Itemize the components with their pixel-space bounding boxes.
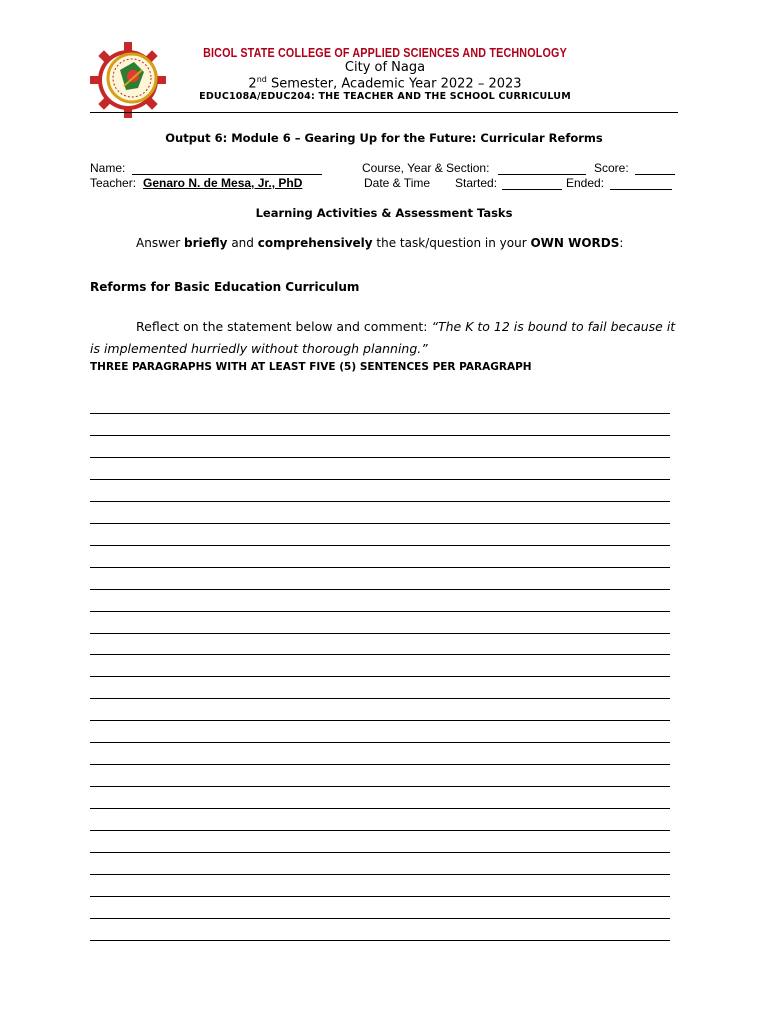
score-field[interactable] (635, 174, 675, 175)
course-year-section-label: Course, Year & Section: (362, 161, 490, 175)
writing-line[interactable] (90, 830, 670, 831)
writing-line[interactable] (90, 633, 670, 634)
school-name: BICOL STATE COLLEGE OF APPLIED SCIENCES AND TECHNOLOGY (203, 46, 567, 60)
date-time-label: Date & Time (364, 176, 431, 190)
name-label: Name: (90, 161, 126, 175)
paragraph-requirement: THREE PARAGRAPHS WITH AT LEAST FIVE (5) SENTENCES PER PARAGRAPH (90, 361, 532, 373)
name-field[interactable] (132, 174, 322, 175)
output-title: Output 6: Module 6 – Gearing Up for the Future: Curricular Reforms (165, 131, 603, 145)
writing-line[interactable] (90, 654, 670, 655)
header-divider (90, 112, 678, 113)
writing-line[interactable] (90, 742, 670, 743)
writing-line[interactable] (90, 852, 670, 853)
writing-line[interactable] (90, 918, 670, 919)
writing-line[interactable] (90, 676, 670, 677)
writing-line[interactable] (90, 940, 670, 941)
writing-line[interactable] (90, 457, 670, 458)
writing-line[interactable] (90, 413, 670, 414)
started-label: Started: (455, 176, 498, 190)
writing-line[interactable] (90, 611, 670, 612)
school-seal-gear-icon (88, 40, 168, 120)
writing-line[interactable] (90, 501, 670, 502)
writing-line[interactable] (90, 567, 670, 568)
writing-line[interactable] (90, 720, 670, 721)
writing-line[interactable] (90, 589, 670, 590)
teacher-label: Teacher: (90, 176, 137, 190)
writing-line[interactable] (90, 545, 670, 546)
section-title: Learning Activities & Assessment Tasks (255, 206, 513, 220)
writing-line[interactable] (90, 435, 670, 436)
teacher-name: Genaro N. de Mesa, Jr., PhD (143, 176, 303, 190)
instruction-text: Answer briefly and comprehensively the task/question in your OWN WORDS: (136, 236, 624, 250)
writing-line[interactable] (90, 523, 670, 524)
ended-label: Ended: (566, 176, 605, 190)
score-label: Score: (594, 161, 629, 175)
started-field[interactable] (502, 189, 562, 190)
writing-line[interactable] (90, 874, 670, 875)
writing-line[interactable] (90, 698, 670, 699)
subheading: Reforms for Basic Education Curriculum (90, 280, 360, 294)
course-year-section-field[interactable] (498, 174, 586, 175)
writing-line[interactable] (90, 896, 670, 897)
writing-line[interactable] (90, 786, 670, 787)
writing-line[interactable] (90, 479, 670, 480)
course-title: EDUC108A/EDUC204: THE TEACHER AND THE SCHOOL CURRICULUM (199, 91, 571, 102)
writing-line[interactable] (90, 764, 670, 765)
ended-field[interactable] (610, 189, 672, 190)
writing-line[interactable] (90, 808, 670, 809)
city-name: City of Naga (344, 60, 426, 75)
semester-line: 2nd Semester, Academic Year 2022 – 2023 (248, 75, 522, 92)
reflection-prompt: Reflect on the statement below and comment: “The K to 12 is bound to fail because it is implemented hurriedly without thorough planning.” (90, 319, 676, 356)
